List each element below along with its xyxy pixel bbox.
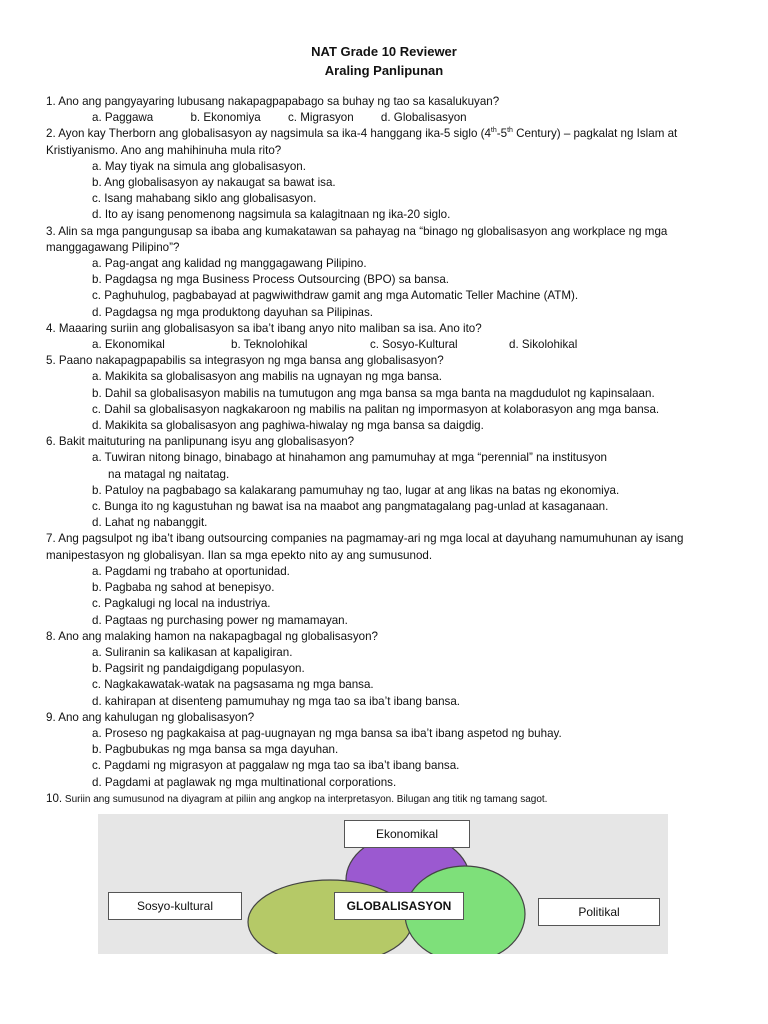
- choice-c: c. Sosyo-Kultural: [370, 338, 458, 352]
- question-9: [46, 710, 736, 791]
- globalization-diagram: [98, 814, 668, 954]
- question-text: 4. Maaaring suriin ang globalisasyon sa iba’t ibang anyo nito maliban sa isa. Ano ito?: [46, 321, 482, 335]
- question-8: [46, 629, 736, 710]
- choice-a: a. May tiyak na simula ang globalisasyon.: [92, 159, 306, 173]
- choice-b: b. Dahil sa globalisasyon mabilis na tumutugon ang mga bansa sa mga banta na magdudulot ng kapinsalaan.: [92, 386, 655, 400]
- choice-c: c. Nagkakawatak-watak na pagsasama ng mga bansa.: [92, 678, 374, 692]
- choice-b: b. Patuloy na pagbabago sa kalakarang pamumuhay ng tao, lugar at ang likas na batas ng ekonomiya.: [92, 483, 620, 497]
- choices: [46, 337, 736, 353]
- choice-b: b. Pagsirit ng pandaigdigang populasyon.: [92, 662, 305, 676]
- document-subtitle: Araling Panlipunan: [324, 63, 444, 78]
- choices: [46, 369, 736, 434]
- choice-d: d. Pagdagsa ng mga produktong dayuhan sa Pilipinas.: [92, 305, 374, 319]
- choice-c: c. Isang mahabang siklo ang globalisasyon.: [92, 192, 317, 206]
- choices: [46, 645, 736, 710]
- choice-a: a. Pag-angat ang kalidad ng manggagawang Pilipino.: [92, 257, 367, 271]
- choice-b: b. Pagdagsa ng mga Business Process Outsourcing (BPO) sa bansa.: [92, 273, 450, 287]
- choice-d: d. kahirapan at disenteng pamumuhay ng mga tao sa iba’t ibang bansa.: [92, 694, 461, 708]
- globalisasyon-label: GLOBALISASYON: [334, 892, 464, 920]
- choices: [46, 110, 736, 126]
- choice-b: b. Teknolohikal: [231, 338, 308, 352]
- choice-a: a. Ekonomikal: [92, 338, 165, 352]
- question-text: 6. Bakit maituturing na panlipunang isyu ang globalisasyon?: [46, 435, 355, 449]
- question-10: [46, 791, 736, 808]
- choice-d: d. Pagtaas ng purchasing power ng mamamayan.: [92, 613, 348, 627]
- question-2: [46, 126, 736, 223]
- question-6: [46, 434, 736, 531]
- choice-d: d. Makikita sa globalisasyon ang paghiwa-hiwalay ng mga bansa sa daigdig.: [92, 419, 484, 433]
- choice-d: d. Sikolohikal: [509, 338, 578, 352]
- choices: [46, 256, 736, 321]
- choice-c: c. Pagdami ng migrasyon at paggalaw ng mga tao sa iba’t ibang bansa.: [92, 759, 460, 773]
- question-text: 10. Suriin ang sumusunod na diyagram at piliin ang angkop na interpretasyon. Bilugan ang titik ng tamang sagot.: [46, 791, 548, 805]
- question-text: 7. Ang pagsulpot ng iba’t ibang outsourcing companies na pagmamay-ari ng mga local at dayuhang namumuhunan ay isang manipestasyon ng globalisyan. Ilan sa mga epekto nito ay ang sumusunod.: [46, 532, 684, 562]
- sosyo-kultural-label: Sosyo-kultural: [108, 892, 242, 920]
- choice-b: b. Ekonomiya: [190, 111, 261, 125]
- question-text: 3. Alin sa mga pangungusap sa ibaba ang kumakatawan sa pahayag na “binago ng globalisasyon ang workplace ng mga manggagawang Pilipino”?: [46, 224, 668, 254]
- choices: [46, 450, 736, 531]
- choices: [46, 564, 736, 629]
- question-text: 1. Ano ang pangyayaring lubusang nakapagpapabago sa buhay ng tao sa kasalukuyan?: [46, 95, 500, 108]
- choice-b: b. Pagbaba ng sahod at benepisyo.: [92, 581, 275, 595]
- question-5: [46, 353, 736, 434]
- choices: [46, 726, 736, 791]
- choice-a: a. Proseso ng pagkakaisa at pag-uugnayan ng mga bansa sa iba’t ibang aspetod ng buhay.: [92, 726, 562, 740]
- choice-d: d. Pagdami at paglawak ng mga multinational corporations.: [92, 775, 397, 789]
- choice-b: b. Ang globalisasyon ay nakaugat sa bawat isa.: [92, 176, 336, 190]
- choice-c: c. Bunga ito ng kagustuhan ng bawat isa na maabot ang pangmatagalang pag-unlad at kasaganaan.: [92, 500, 609, 514]
- question-text: 9. Ano ang kahulugan ng globalisasyon?: [46, 710, 255, 724]
- choice-a: a. Paggawa: [92, 111, 154, 125]
- document-title: NAT Grade 10 Reviewer: [311, 44, 457, 59]
- choice-a: a. Pagdami ng trabaho at oportunidad.: [92, 564, 290, 578]
- question-4: [46, 321, 736, 353]
- politikal-label: Politikal: [538, 898, 660, 926]
- choice-a: a. Suliranin sa kalikasan at kapaligiran.: [92, 645, 293, 659]
- question-7: [46, 531, 736, 628]
- choice-b: b. Pagbubukas ng mga bansa sa mga dayuhan.: [92, 743, 339, 757]
- ekonomikal-label: Ekonomikal: [344, 820, 470, 848]
- question-list: [46, 94, 736, 808]
- choices: [46, 159, 736, 224]
- choice-a: a. Tuwiran nitong binago, binabago at hinahamon ang pamumuhay at mga “perennial” na institusyon na matagal ng naitatag.: [92, 451, 607, 481]
- choice-d: d. Lahat ng nabanggit.: [92, 516, 208, 530]
- question-text: 8. Ano ang malaking hamon na nakapagbagal ng globalisasyon?: [46, 629, 378, 643]
- question-1: [46, 94, 736, 126]
- choice-a: a. Makikita sa globalisasyon ang mabilis na ugnayan ng mga bansa.: [92, 370, 442, 384]
- choice-c: c. Paghuhulog, pagbabayad at pagwiwithdraw gamit ang mga Automatic Teller Machine (ATM).: [92, 289, 579, 303]
- choice-c: c. Migrasyon: [287, 111, 354, 125]
- question-3: [46, 224, 736, 321]
- question-text: 2. Ayon kay Therborn ang globalisasyon ay nagsimula sa ika-4 hanggang ika-5 siglo (4th-5th Century) – pagkalat ng Islam at Kristiyanismo. Ano ang mahihinuha mula rito?: [46, 127, 678, 157]
- choice-d: d. Globalisasyon: [380, 111, 467, 125]
- choice-d: d. Ito ay isang penomenong nagsimula sa kalagitnaan ng ika-20 siglo.: [92, 208, 451, 222]
- choice-c: c. Pagkalugi ng local na industriya.: [92, 597, 271, 611]
- choice-c: c. Dahil sa globalisasyon nagkakaroon ng mabilis na palitan ng impormasyon at kolaborasyon ang mga bansa.: [92, 402, 660, 416]
- question-text: 5. Paano nakapagpapabilis sa integrasyon ng mga bansa ang globalisasyon?: [46, 354, 444, 368]
